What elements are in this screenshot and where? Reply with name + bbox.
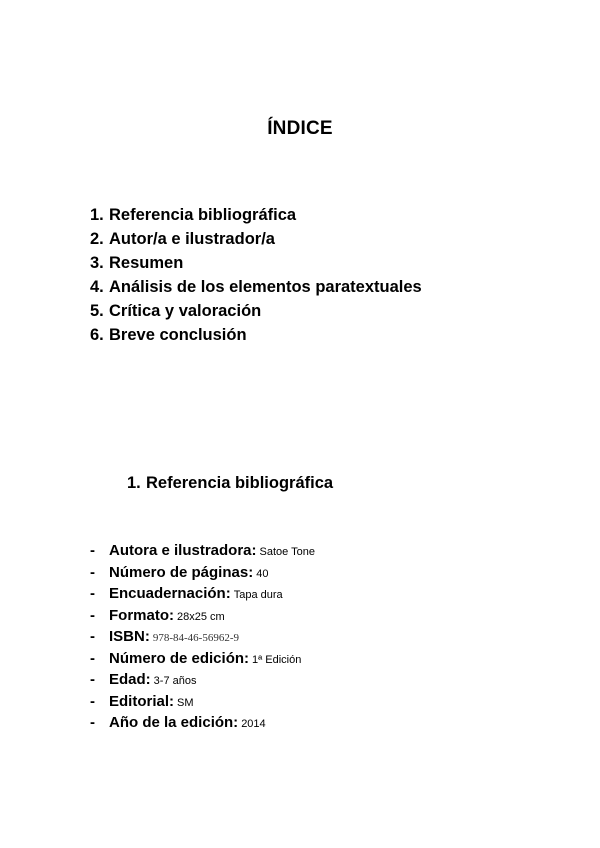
detail-item xyxy=(90,562,315,584)
toc-item-number: 4. xyxy=(90,278,104,296)
list-bullet: - xyxy=(90,585,95,602)
detail-label: Número de páginas: xyxy=(109,563,254,581)
detail-value: 40 xyxy=(256,567,269,580)
list-bullet: - xyxy=(90,542,95,559)
toc-item xyxy=(90,251,422,275)
detail-item xyxy=(90,583,315,605)
list-bullet: - xyxy=(90,563,95,581)
list-bullet: - xyxy=(90,671,95,688)
detail-item xyxy=(90,712,315,734)
detail-value: SM xyxy=(177,696,194,709)
section-heading xyxy=(127,474,333,493)
detail-label: Edad: xyxy=(109,671,151,688)
detail-label: Formato: xyxy=(109,606,174,624)
toc-item-label: Resumen xyxy=(109,254,184,272)
toc-item xyxy=(90,275,422,299)
toc-item-number: 3. xyxy=(90,254,104,272)
detail-item xyxy=(90,691,315,713)
detail-value: Satoe Tone xyxy=(259,546,315,558)
toc-item xyxy=(90,227,422,251)
detail-label: Número de edición: xyxy=(109,649,250,667)
detail-value: 978-84-46-56962-9 xyxy=(152,632,239,644)
table-of-contents xyxy=(90,203,422,347)
toc-item-number: 6. xyxy=(90,326,104,344)
toc-item-number: 2. xyxy=(90,230,104,248)
detail-value: Tapa dura xyxy=(233,589,283,601)
detail-label: Autora e ilustradora: xyxy=(109,542,257,559)
detail-item xyxy=(90,626,315,648)
section-title: Referencia bibliográfica xyxy=(146,474,334,492)
detail-label: Encuadernación: xyxy=(109,585,231,602)
toc-item-label: Breve conclusión xyxy=(109,326,247,344)
toc-item xyxy=(90,323,422,347)
toc-item xyxy=(90,299,422,323)
list-bullet: - xyxy=(90,649,95,667)
list-bullet: - xyxy=(90,692,95,710)
list-bullet: - xyxy=(90,606,95,624)
detail-label: Año de la edición: xyxy=(109,714,239,731)
detail-item xyxy=(90,669,315,691)
page-title: ÍNDICE xyxy=(267,118,333,139)
detail-value: 28x25 cm xyxy=(177,610,225,623)
detail-value: 3-7 años xyxy=(153,675,197,687)
detail-value: 1ª Edición xyxy=(252,653,302,666)
bibliographic-details-list xyxy=(90,540,315,734)
detail-label: ISBN: xyxy=(109,628,150,645)
detail-label: Editorial: xyxy=(109,692,175,710)
toc-item-label: Referencia bibliográfica xyxy=(109,206,297,224)
toc-item-label: Crítica y valoración xyxy=(109,302,262,320)
toc-item-label: Autor/a e ilustrador/a xyxy=(109,230,275,248)
toc-item-label: Análisis de los elementos paratextuales xyxy=(109,278,422,296)
list-bullet: - xyxy=(90,628,95,645)
detail-item xyxy=(90,540,315,562)
toc-item xyxy=(90,203,422,227)
toc-item-number: 1. xyxy=(90,206,104,224)
toc-item-number: 5. xyxy=(90,302,104,320)
detail-item xyxy=(90,648,315,670)
detail-item xyxy=(90,605,315,627)
detail-value: 2014 xyxy=(241,718,266,730)
list-bullet: - xyxy=(90,714,95,731)
section-number: 1. xyxy=(127,474,141,492)
